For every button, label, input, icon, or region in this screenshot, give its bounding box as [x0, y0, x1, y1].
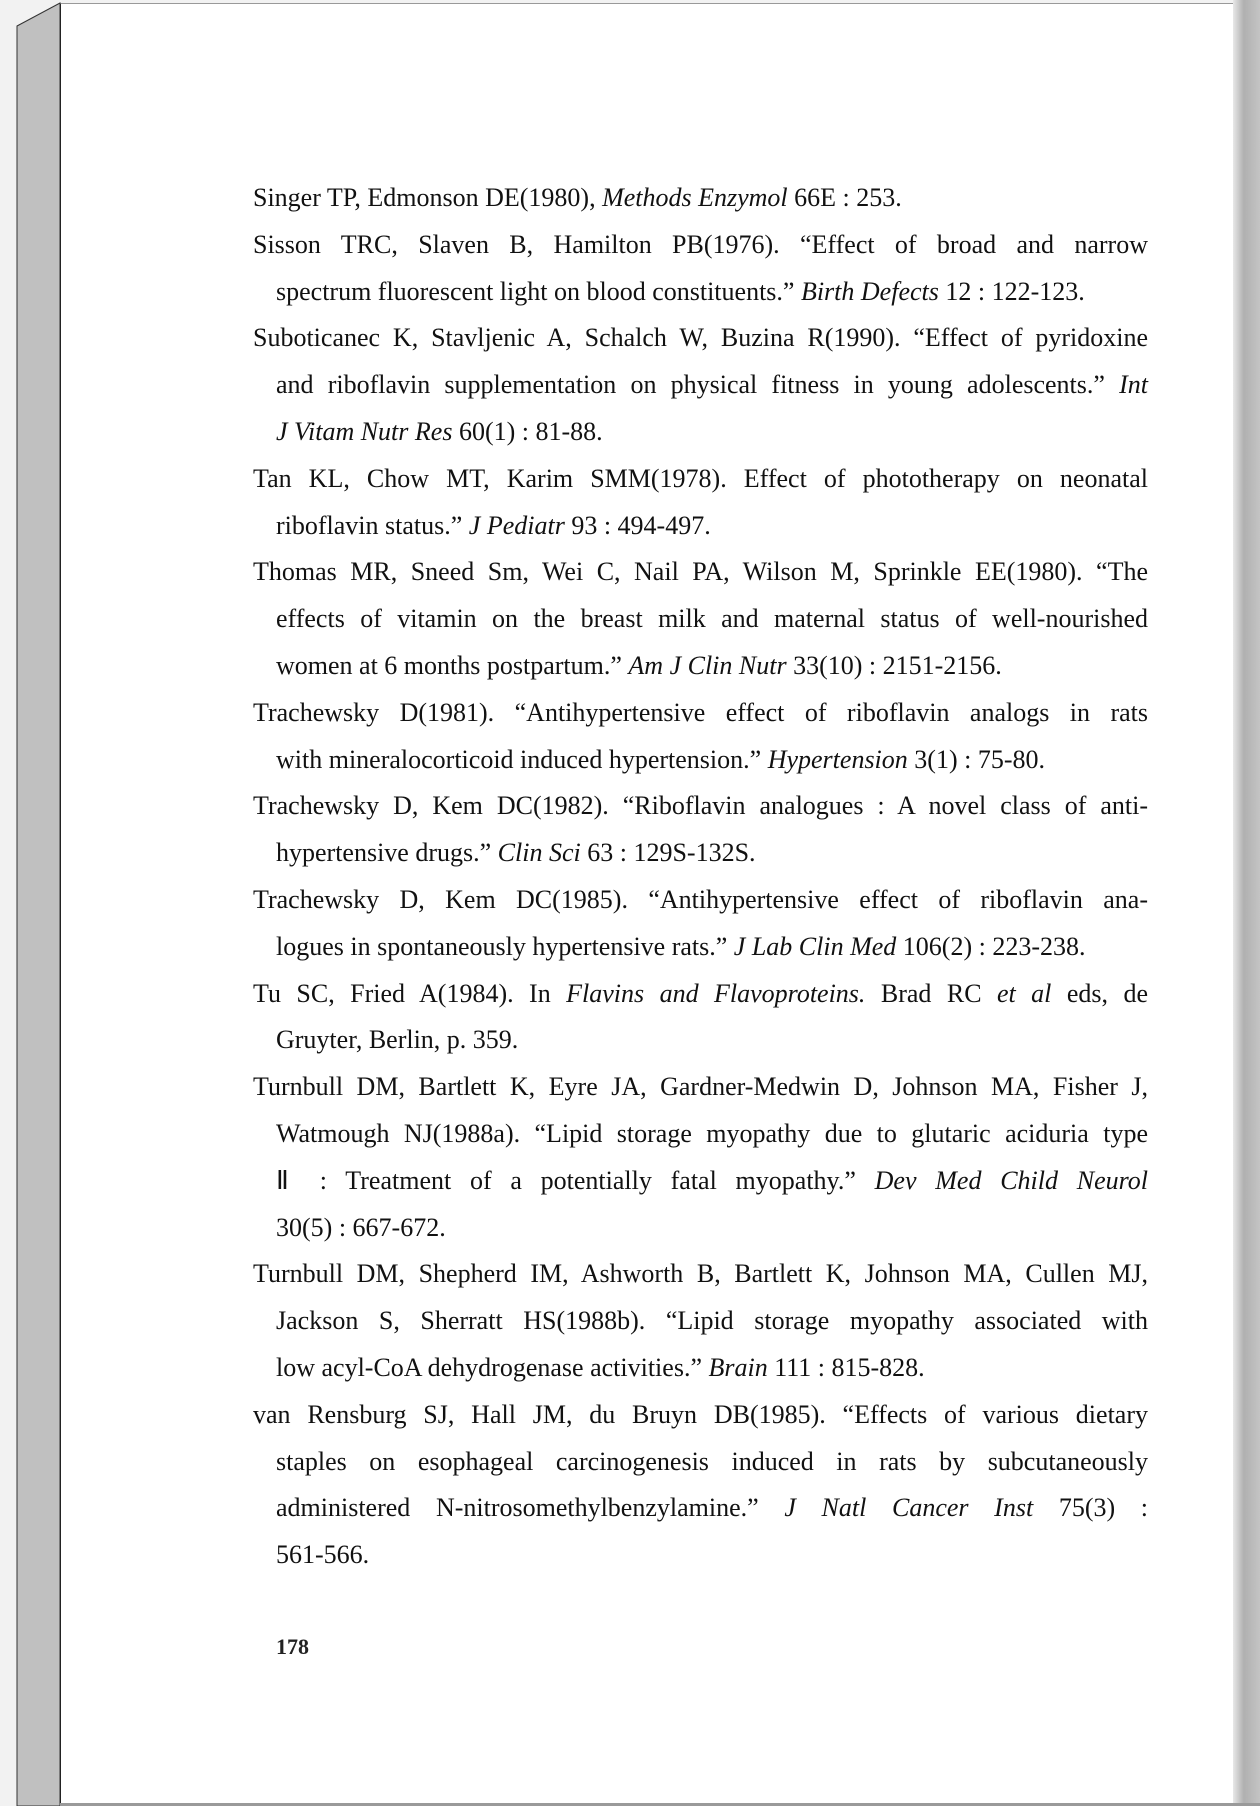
reference-text: with mineralocorticoid induced hypertension.”: [276, 744, 768, 774]
reference-line: [253, 830, 1148, 877]
reference-text: Jackson S, Sherratt HS(1988b). “Lipid storage myopathy associated with: [276, 1306, 1148, 1336]
reference-line: [253, 503, 1148, 550]
reference-text: Thomas MR, Sneed Sm, Wei C, Nail PA, Wilson M, Sprinkle EE(1980). “The: [253, 557, 1148, 587]
page-number: 178: [276, 1634, 309, 1659]
reference-text: 30(5) : 667-672.: [276, 1212, 446, 1242]
reference-line: [253, 737, 1148, 784]
reference-line: [253, 1532, 1148, 1579]
reference-text: logues in spontaneously hypertensive rats.”: [276, 931, 734, 961]
reference-line: [253, 409, 1148, 456]
reference-text: Ⅱ : Treatment of a potentially fatal myopathy.”: [276, 1165, 875, 1195]
reference-line: [253, 783, 1148, 830]
reference-line: [253, 1298, 1148, 1345]
journal-title: et al: [996, 978, 1052, 1008]
reference-text: Turnbull DM, Shepherd IM, Ashworth B, Bartlett K, Johnson MA, Cullen MJ,: [253, 1259, 1148, 1289]
reference-text: Gruyter, Berlin, p. 359.: [276, 1025, 519, 1055]
reference-line: [253, 549, 1148, 596]
reference-line: [253, 1392, 1148, 1439]
journal-title: J Vitam Nutr Res: [276, 416, 453, 446]
reference-text: 66E : 253.: [787, 183, 902, 212]
reference-line: [253, 971, 1148, 1018]
reference-line: [253, 1158, 1148, 1205]
reference-entry: [253, 1064, 1148, 1251]
journal-title: Int: [1119, 370, 1148, 400]
journal-title: Dev Med Child Neurol: [874, 1165, 1148, 1195]
reference-text: staples on esophageal carcinogenesis induced in rats by subcutaneously: [276, 1446, 1148, 1476]
journal-title: Methods Enzymol: [602, 183, 788, 212]
reference-text: Tu SC, Fried A(1984). In: [253, 978, 567, 1008]
reference-text: 93 : 494-497.: [564, 510, 711, 540]
reference-line: [253, 924, 1148, 971]
reference-entry: [253, 1251, 1148, 1391]
reference-entry: [253, 690, 1148, 784]
reference-text: Trachewsky D(1981). “Antihypertensive effect of riboflavin analogs in rats: [253, 697, 1148, 727]
journal-title: Flavins and Flavoproteins.: [566, 978, 866, 1008]
reference-line: [253, 1111, 1148, 1158]
reference-entry: [253, 783, 1148, 877]
reference-line: [253, 1439, 1148, 1486]
journal-title: J Natl Cancer Inst: [784, 1493, 1034, 1523]
reference-text: van Rensburg SJ, Hall JM, du Bruyn DB(1985). “Effects of various dietary: [253, 1399, 1148, 1429]
reference-line: [253, 222, 1148, 269]
reference-text: 63 : 129S-132S.: [580, 838, 756, 868]
reference-line: [253, 596, 1148, 643]
page-edge-shadow: [1233, 0, 1260, 1806]
reference-line: [253, 315, 1148, 362]
reference-entry: [253, 1392, 1148, 1579]
reference-text: Watmough NJ(1988a). “Lipid storage myopathy due to glutaric aciduria type: [276, 1118, 1148, 1148]
reference-entry: [253, 175, 1148, 222]
reference-text: 3(1) : 75-80.: [907, 744, 1045, 774]
reference-text: Singer TP, Edmonson DE(1980),: [253, 183, 603, 212]
reference-text: and riboflavin supplementation on physical fitness in young adolescents.”: [276, 370, 1120, 400]
reference-line: [253, 175, 1148, 222]
reference-line: [253, 362, 1148, 409]
reference-text: 60(1) : 81-88.: [452, 416, 603, 446]
reference-text: Suboticanec K, Stavljenic A, Schalch W, Buzina R(1990). “Effect of pyridoxine: [253, 323, 1148, 353]
reference-text: Turnbull DM, Bartlett K, Eyre JA, Gardner-Medwin D, Johnson MA, Fisher J,: [253, 1072, 1148, 1102]
reference-entry: [253, 877, 1148, 971]
reference-text: eds, de: [1051, 978, 1148, 1008]
reference-line: [253, 1251, 1148, 1298]
reference-text: effects of vitamin on the breast milk and maternal status of well-nourished: [276, 604, 1148, 634]
reference-text: 75(3) :: [1033, 1493, 1149, 1523]
reference-line: [253, 456, 1148, 503]
reference-text: Trachewsky D, Kem DC(1982). “Riboflavin analogues : A novel class of anti-: [253, 791, 1148, 821]
reference-list: [253, 175, 1148, 1579]
journal-title: Clin Sci: [497, 838, 581, 868]
reference-line: [253, 269, 1148, 316]
journal-title: J Lab Clin Med: [733, 931, 897, 961]
journal-title: Hypertension: [767, 744, 908, 774]
reference-text: 561-566.: [276, 1540, 370, 1570]
reference-text: 12 : 122-123.: [938, 276, 1085, 306]
reference-text: Trachewsky D, Kem DC(1985). “Antihypertensive effect of riboflavin ana-: [253, 884, 1148, 914]
reference-entry: [253, 315, 1148, 455]
reference-line: [253, 877, 1148, 924]
reference-text: 106(2) : 223-238.: [896, 931, 1086, 961]
reference-line: [253, 1485, 1148, 1532]
reference-line: [253, 1345, 1148, 1392]
journal-title: J Pediatr: [468, 510, 565, 540]
reference-text: Tan KL, Chow MT, Karim SMM(1978). Effect of phototherapy on neonatal: [253, 463, 1148, 493]
reference-text: low acyl-CoA dehydrogenase activities.”: [276, 1352, 709, 1382]
reference-entry: [253, 549, 1148, 689]
reference-line: [253, 690, 1148, 737]
reference-entry: [253, 222, 1148, 316]
journal-title: Birth Defects: [800, 276, 939, 306]
reference-text: women at 6 months postpartum.”: [276, 650, 629, 680]
reference-text: 111 : 815-828.: [767, 1352, 925, 1382]
reference-text: spectrum fluorescent light on blood constituents.”: [276, 276, 801, 306]
reference-line: [253, 643, 1148, 690]
journal-title: Am J Clin Nutr: [628, 650, 787, 680]
reference-line: [253, 1205, 1148, 1252]
reference-text: hypertensive drugs.”: [276, 838, 498, 868]
reference-text: Sisson TRC, Slaven B, Hamilton PB(1976). “Effect of broad and narrow: [253, 229, 1148, 259]
reference-entry: [253, 971, 1148, 1065]
reference-entry: [253, 456, 1148, 550]
journal-title: Brain: [708, 1352, 768, 1382]
reference-text: Brad RC: [865, 978, 997, 1008]
reference-line: [253, 1017, 1148, 1064]
reference-text: administered N-nitrosomethylbenzylamine.”: [276, 1493, 785, 1523]
reference-text: 33(10) : 2151-2156.: [786, 650, 1002, 680]
reference-text: riboflavin status.”: [276, 510, 469, 540]
reference-line: [253, 1064, 1148, 1111]
